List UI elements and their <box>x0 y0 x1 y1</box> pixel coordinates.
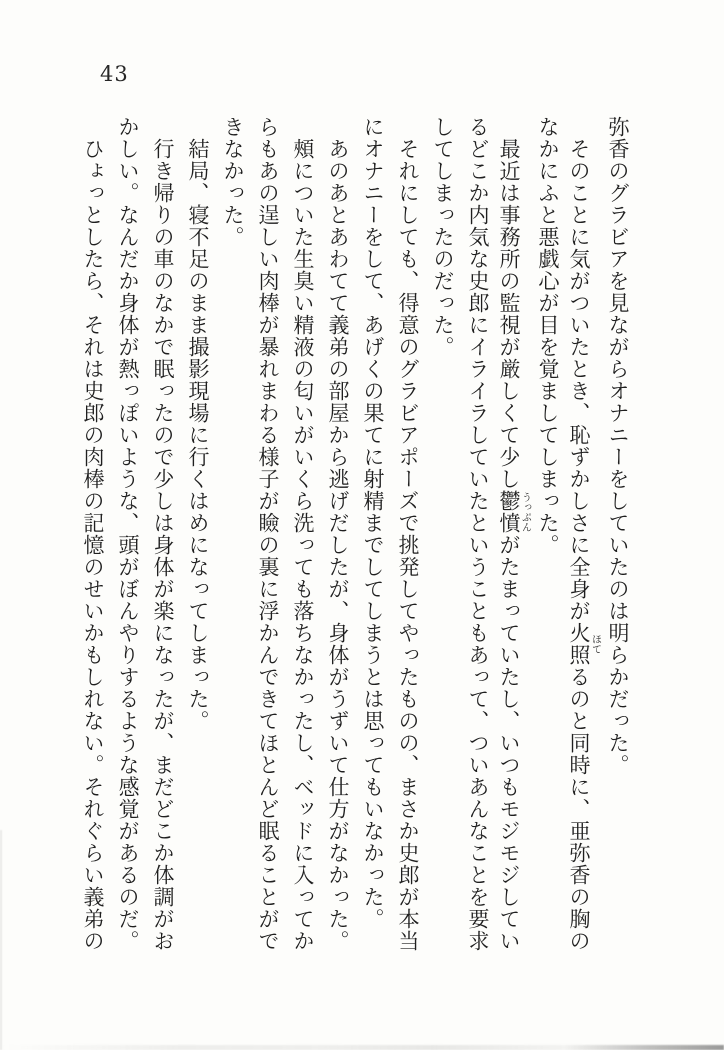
text-block <box>75 116 635 964</box>
text-run: かしい。なんだか身体が熱っぽいような、頭がぼんやりするような感覚があるのだ。 <box>116 116 140 952</box>
text-line <box>250 116 285 958</box>
text-run: ひょっとしたら、それは史郎の肉棒の記憶のせいかもしれない。それぐらい義弟の <box>81 138 105 952</box>
furigana-text: ほて <box>589 622 601 666</box>
scan-artifact-bottom-edge <box>0 1045 724 1050</box>
text-run: それにしても、得意のグラビアポーズで挑発してやったものの、まさか史郎が本当 <box>396 138 420 952</box>
text-run: そのことに気がついたとき、恥ずかしさに全身が <box>567 138 591 622</box>
text-run: るのと同時に、亜弥香の胸の <box>567 666 591 952</box>
text-run: なかにふと悪戯心が目を覚ましてしまった。 <box>536 116 560 556</box>
text-line <box>565 116 600 958</box>
scan-artifact-left-edge <box>0 830 2 1050</box>
furigana-text: うっぷん <box>519 490 531 534</box>
page-number: 43 <box>100 62 129 86</box>
text-run: 結局、寝不足のまま撮影現場に行くはめになってしまった。 <box>186 138 210 732</box>
text-line <box>495 116 530 958</box>
furigana-annotated-word: 鬱憤うっぷん <box>497 490 531 534</box>
text-line <box>180 116 215 958</box>
text-run: あのあとあわてて義弟の部屋から逃げだしたが、身体がうずいて仕方がなかった。 <box>326 138 350 952</box>
furigana-annotated-word: 火照ほて <box>567 622 601 666</box>
text-line <box>355 116 390 958</box>
text-line <box>75 116 110 958</box>
text-line <box>600 116 635 958</box>
text-run: 頰についた生臭い精液の匂いがいくら洗っても落ちなかったし、ベッドに入ってか <box>291 138 315 952</box>
text-line <box>390 116 425 958</box>
text-run: 弥香のグラビアを見ながらオナニーをしていたのは明らかだった。 <box>606 116 630 776</box>
text-run: 最近は事務所の監視が厳しくて少し <box>497 138 521 490</box>
text-line <box>530 116 565 958</box>
text-line <box>215 116 250 958</box>
text-run: るどこか内気な史郎にイライラしていたということもあって、ついあんなことを要求 <box>466 116 490 952</box>
text-run: らもあの逞しい肉棒が暴れまわる様子が瞼の裏に浮かんできてほとんど眠ることがで <box>256 116 280 952</box>
text-run: きなかった。 <box>221 116 245 248</box>
text-line <box>110 116 145 958</box>
text-line <box>320 116 355 958</box>
text-line <box>145 116 180 958</box>
text-run: してしまったのだった。 <box>431 116 455 358</box>
text-run: がたまっていたし、いつもモジモジしてい <box>497 534 521 952</box>
text-run: 行き帰りの車のなかで眠ったので少しは身体が楽になったが、まだどこか体調がお <box>151 138 175 952</box>
text-line <box>425 116 460 958</box>
text-line <box>460 116 495 958</box>
text-line <box>285 116 320 958</box>
text-run: にオナニーをして、あげくの果てに射精までしてしまうとは思ってもいなかった。 <box>361 116 385 930</box>
